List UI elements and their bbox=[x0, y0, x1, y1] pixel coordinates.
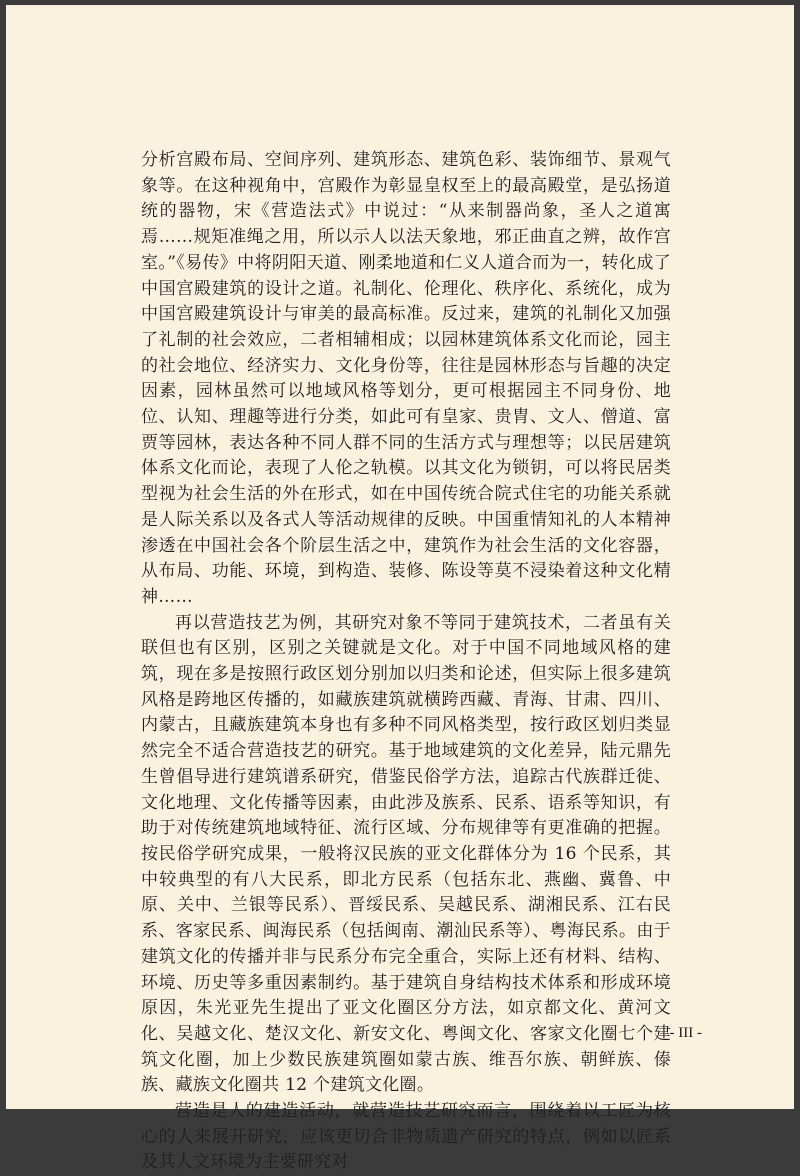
page-number: - III - bbox=[669, 1025, 702, 1041]
paragraph-1: 分析宫殿布局、空间序列、建筑形态、建筑色彩、装饰细节、景观气象等。在这种视角中，宫殿作为彰显皇权至上的最高殿堂，是弘扬道统的器物，宋《营造法式》中说过：“从来制器尚象，圣人之道寓焉……规矩准绳之用，所以示人以法天象地，邪正曲直之辨，故作宫室。”《易传》中将阴阳天道、刚柔地道和仁义人道合而为一，转化成了中国宫殿建筑的设计之道。礼制化、伦理化、秩序化、系统化，成为中国宫殿建筑设计与审美的最高标准。反过来，建筑的礼制化又加强了礼制的社会效应，二者相辅相成；以园林建筑体系文化而论，园主的社会地位、经济实力、文化身份等，往往是园林形态与旨趣的决定因素，园林虽然可以地域风格等划分，更可根据园主不同身份、地位、认知、理趣等进行分类，如此可有皇家、贵胄、文人、僧道、富贾等园林，表达各种不同人群不同的生活方式与理想等；以民居建筑体系文化而论，表现了人伦之轨模。以其文化为锁钥，可以将民居类型视为社会生活的外在形式，如在中国传统合院式住宅的功能关系就是人际关系以及各式人等活动规律的反映。中国重情知礼的人本精神渗透在中国社会各个阶层生活之中，建筑作为社会生活的文化容器，从布局、功能、环境，到构造、装修、陈设等莫不浸染着这种文化精神…… bbox=[141, 150, 671, 607]
paragraph-3: 营造是人的建造活动，就营造技艺研究而言，围绕着以工匠为核心的人来展开研究，应该更切合非物质遗产研究的特点，例如以匠系及其人文环境为主要研究对 bbox=[141, 1101, 671, 1173]
body-text bbox=[141, 148, 671, 1176]
paragraph-2: 再以营造技艺为例，其研究对象不等同于建筑技术，二者虽有关联但也有区别，区别之关键就是文化。对于中国不同地域风格的建筑，现在多是按照行政区划分别加以归类和论述，但实际上很多建筑风格是跨地区传播的，如藏族建筑就横跨西藏、青海、甘肃、四川、内蒙古，且藏族建筑本身也有多种不同风格类型，按行政区划归类显然完全不适合营造技艺的研究。基于地域建筑的文化差异，陆元鼎先生曾倡导进行建筑谱系研究，借鉴民俗学方法，追踪古代族群迁徙、文化地理、文化传播等因素，由此涉及族系、民系、语系等知识，有助于对传统建筑地域特征、流行区域、分布规律等有更准确的把握。按民俗学研究成果，一般将汉民族的亚文化群体分为 16 个民系，其中较典型的有八大民系，即北方民系（包括东北、燕幽、冀鲁、中原、关中、兰银等民系）、晋绥民系、吴越民系、湖湘民系、江右民系、客家民系、闽海民系（包括闽南、潮汕民系等）、粤海民系。由于建筑文化的传播并非与民系分布完全重合，实际上还有材料、结构、环境、历史等多重因素制约。基于建筑自身结构技术体系和形成环境原因，朱光亚先生提出了亚文化圈区分方法，如京都文化、黄河文化、吴越文化、楚汉文化、新安文化、粤闽文化、客家文化圈七个建筑文化圈，加上少数民族建筑圈如蒙古族、维吾尔族、朝鲜族、傣族、藏族文化圈共 12 个建筑文化圈。 bbox=[141, 612, 671, 1096]
document-page bbox=[6, 5, 794, 1173]
